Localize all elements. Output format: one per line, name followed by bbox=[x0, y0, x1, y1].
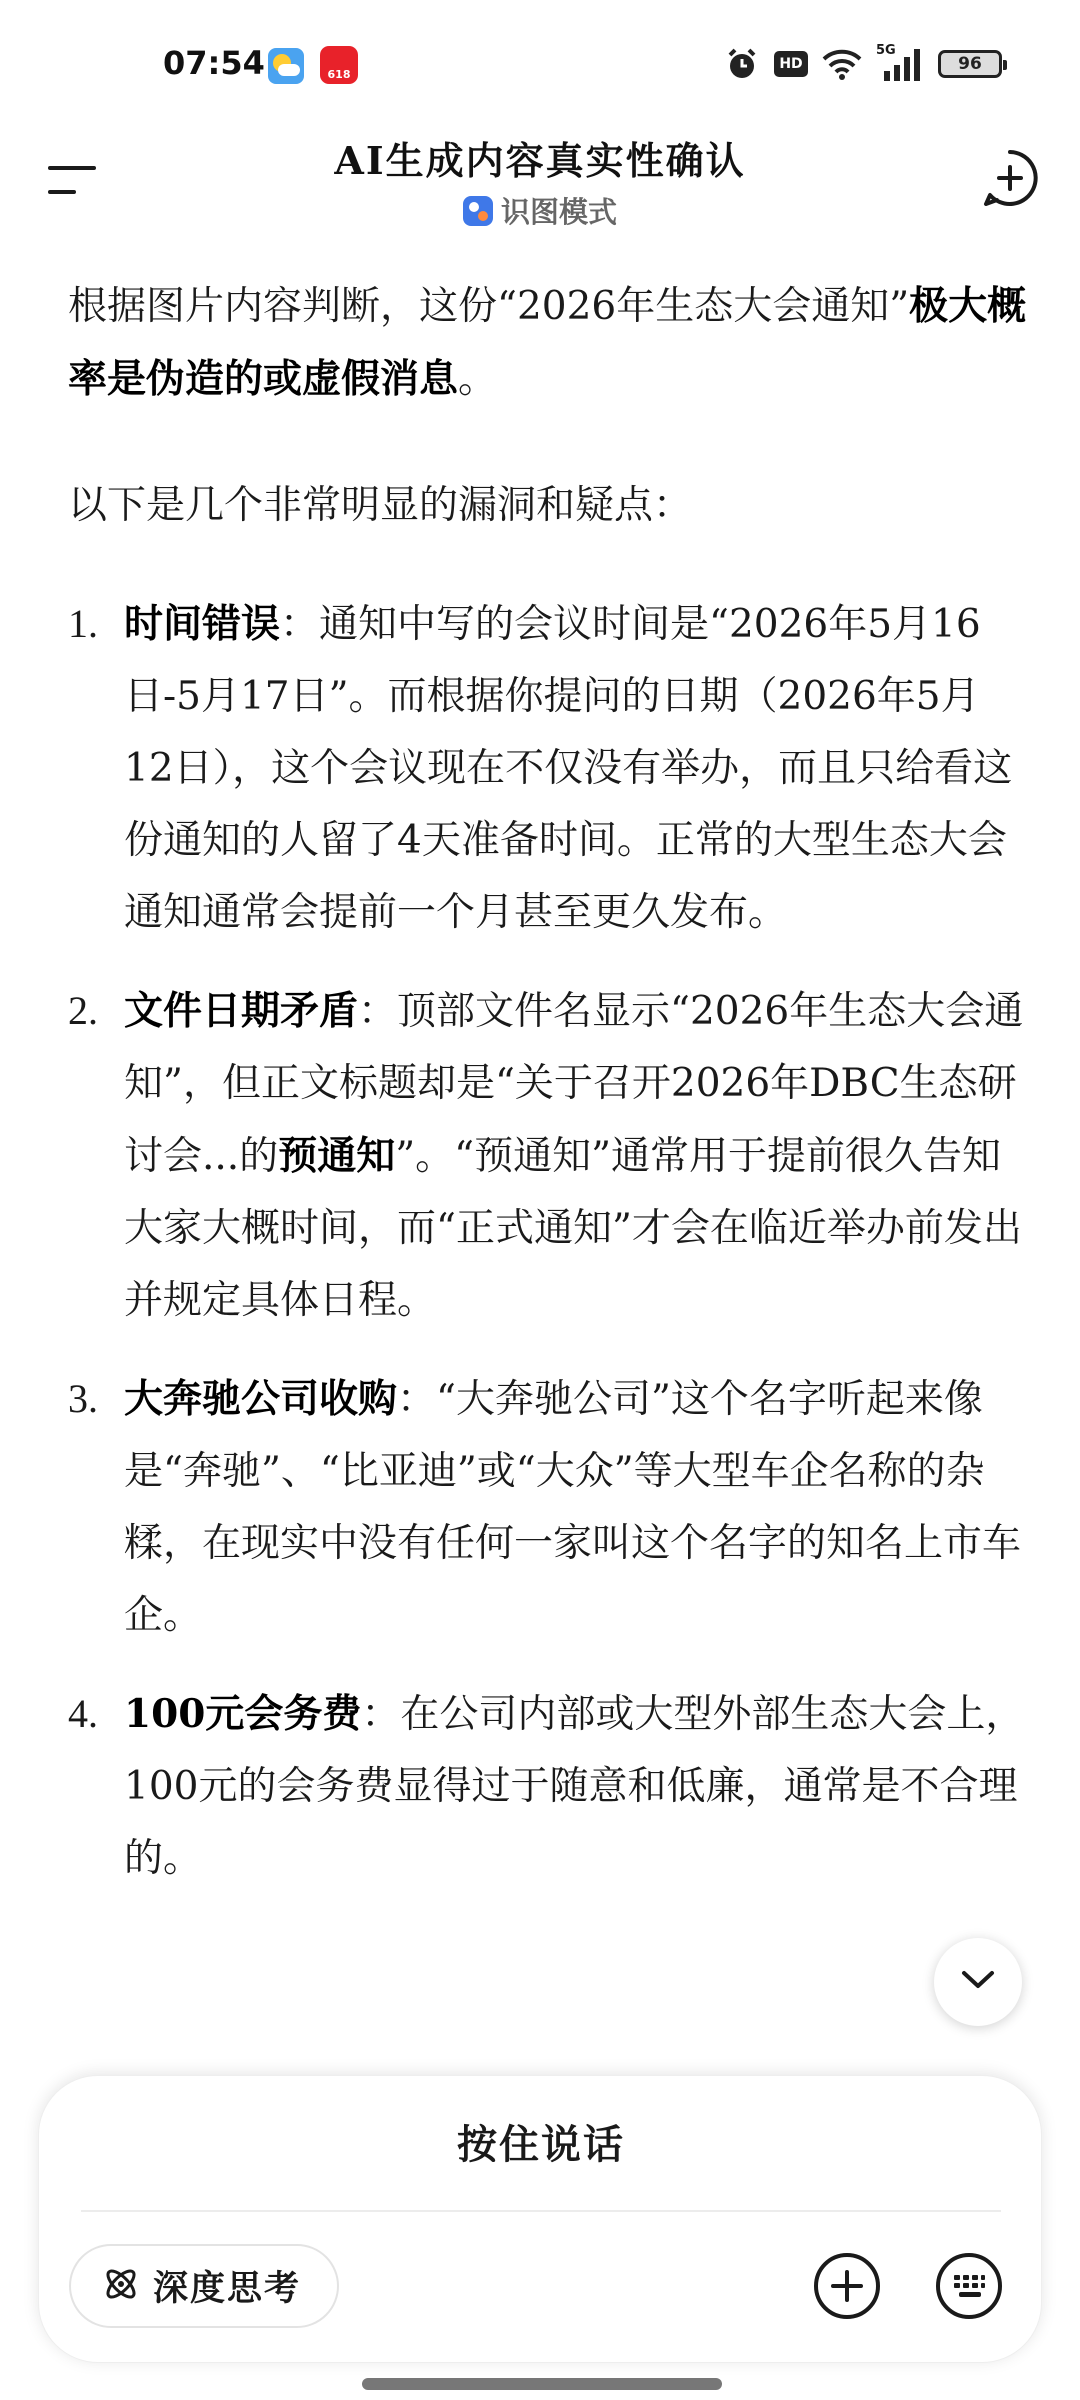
hd-icon: HD bbox=[774, 51, 808, 77]
deep-think-label: 深度思考 bbox=[153, 2268, 302, 2309]
deep-think-button[interactable] bbox=[69, 2244, 339, 2328]
recognition-mode bbox=[0, 190, 1080, 231]
item-heading: 100元会务费 bbox=[124, 1691, 362, 1737]
scroll-down-button[interactable] bbox=[934, 1938, 1022, 2026]
item-number: 1. bbox=[68, 601, 98, 646]
list-item bbox=[68, 588, 1028, 949]
intro-paragraph bbox=[68, 270, 1028, 416]
intro-verdict: 极大概率是伪造的或虚假消息 bbox=[68, 283, 1027, 402]
item-heading: 文件日期矛盾 bbox=[124, 988, 359, 1034]
item-heading: 大奔驰公司收购 bbox=[124, 1376, 398, 1422]
image-mode-icon bbox=[463, 196, 493, 226]
cellular-signal-icon bbox=[876, 43, 924, 81]
item-text: ：在公司内部或大型外部生态大会上，100元的会务费显得过于随意和低廉，通常是不合理的。 bbox=[124, 1692, 1025, 1881]
item-text: ：“大奔驰公司”这个名字听起来像是“奔驰”、“比亚迪”或“大众”等大型车企名称的杂糅，在现实中没有任何一家叫这个名字的知名上市车企。 bbox=[124, 1377, 1022, 1638]
intro-end: 。 bbox=[458, 357, 498, 402]
intro-text: 根据图片内容判断，这份“2026年生态大会通知” bbox=[68, 284, 910, 329]
lead-paragraph: 以下是几个非常明显的漏洞和疑点： bbox=[68, 483, 693, 528]
divider bbox=[81, 2210, 1001, 2212]
item-text: ：通知中写的会议时间是“2026年5月16日-5月17日”。而根据你提问的日期（2026年5月12日），这个会议现在不仅没有举办，而且只给看这份通知的人留了4天准备时间。正常的大型生态大会通知通常会提前一个月甚至更久发布。 bbox=[124, 602, 1013, 935]
mode-label: 识图模式 bbox=[500, 195, 617, 229]
network-type-label: 5G bbox=[876, 43, 896, 58]
new-chat-icon[interactable] bbox=[980, 148, 1040, 208]
weather-icon bbox=[268, 48, 304, 84]
item-emphasis: 预通知 bbox=[278, 1133, 396, 1179]
status-bar bbox=[0, 0, 1080, 130]
wifi-icon bbox=[822, 48, 862, 80]
list-item bbox=[68, 1678, 1028, 1895]
chevron-down-icon bbox=[960, 1969, 996, 1995]
page-title: AI生成内容真实性确认 bbox=[334, 138, 746, 183]
list-item bbox=[68, 1363, 1028, 1652]
plus-circle-icon[interactable] bbox=[811, 2250, 883, 2322]
keyboard-icon[interactable] bbox=[933, 2250, 1005, 2322]
hold-to-talk-button[interactable]: 按住说话 bbox=[457, 2120, 625, 2168]
atom-icon bbox=[101, 2264, 141, 2308]
alarm-icon bbox=[724, 46, 760, 82]
item-text: ：顶部文件名显示“2026年生态大会通知”，但正文标题却是“关于召开2026年DBC生态研讨会...的 bbox=[124, 989, 1024, 1179]
shopping-app-icon: 618 bbox=[320, 46, 358, 84]
item-number: 3. bbox=[68, 1376, 98, 1421]
item-number: 4. bbox=[68, 1691, 98, 1736]
list-item bbox=[68, 975, 1028, 1337]
issue-list bbox=[68, 588, 1028, 1895]
input-panel bbox=[38, 2075, 1042, 2363]
item-heading: 时间错误 bbox=[124, 601, 281, 647]
battery-icon: 96 bbox=[938, 50, 1002, 78]
home-indicator[interactable] bbox=[362, 2378, 722, 2390]
status-time: 07:54 bbox=[163, 44, 265, 82]
ai-response bbox=[68, 270, 1028, 1895]
item-number: 2. bbox=[68, 988, 98, 1033]
item-text-continued: ”。“预通知”通常用于提前很久告知大家大概时间，而“正式通知”才会在临近举办前发出并规定具体日程。 bbox=[124, 1134, 1022, 1323]
chat-header bbox=[0, 120, 1080, 250]
